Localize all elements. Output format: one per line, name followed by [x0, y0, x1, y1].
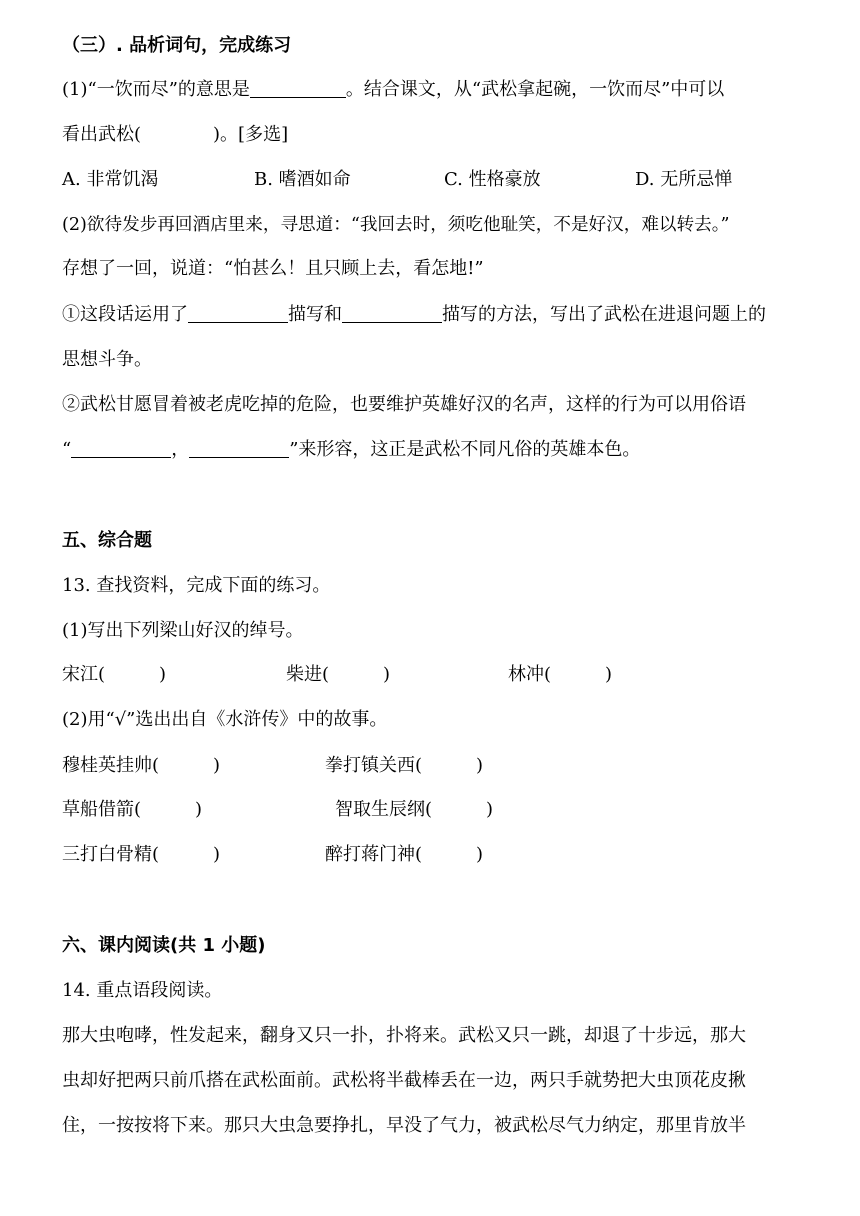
story-item: 拳打镇关西( ): [325, 755, 484, 776]
q2-sub2-line2: [62, 437, 640, 463]
hero-linchong: 林冲( ): [508, 664, 613, 685]
section-heading-6: 六、课内阅读(共 1 小题): [62, 935, 266, 956]
q2-line2: 存想了一回，说道：“怕甚么！且只顾上去，看怎地!”: [62, 258, 484, 279]
q2-sub2-text-end: ”来形容，这正是武松不同凡俗的英雄本色。: [289, 439, 641, 460]
q13-sub1: (1)写出下列梁山好汉的绰号。: [62, 620, 304, 641]
passage-line: 住，一按按将下来。那只大虫急要挣扎，早没了气力，被武松尽气力纳定，那里肯放半: [62, 1115, 746, 1136]
q2-sub2-line1: ②武松甘愿冒着被老虎吃掉的危险，也要维护英雄好汉的名声，这样的行为可以用俗语: [62, 394, 746, 415]
answer-blank[interactable]: [342, 304, 442, 323]
option-b: B. 嗜酒如命: [254, 169, 351, 190]
answer-blank[interactable]: [250, 79, 346, 98]
q2-sub1-text-a: ①这段话运用了: [62, 304, 188, 325]
hero-songjiang: 宋江( ): [62, 664, 167, 685]
section-heading-3: （三）. 品析词句，完成练习: [62, 35, 292, 56]
quote-open: “: [62, 439, 72, 460]
answer-blank[interactable]: [71, 439, 171, 458]
q2-sub1-text-b: 描写和: [288, 304, 342, 325]
q1-line1: [62, 77, 724, 103]
q2-sub1-line2: 思想斗争。: [62, 349, 152, 370]
q1-line2: 看出武松( )。[多选]: [62, 124, 289, 145]
q1-text-a: (1)“一饮而尽”的意思是: [62, 79, 250, 100]
story-item: 草船借箭( ): [62, 799, 203, 820]
answer-blank[interactable]: [189, 439, 289, 458]
option-a: A. 非常饥渴: [62, 169, 159, 190]
q14-title: 14. 重点语段阅读。: [62, 980, 223, 1001]
hero-chaijin: 柴进( ): [286, 664, 391, 685]
story-item: 三打白骨精( ): [62, 844, 221, 865]
answer-blank[interactable]: [188, 304, 288, 323]
q2-sub1-text-c: 描写的方法，写出了武松在进退问题上的: [442, 304, 766, 325]
story-item: 穆桂英挂帅( ): [62, 755, 221, 776]
option-d: D. 无所忌惮: [635, 169, 733, 190]
q13-sub2: (2)用“√”选出出自《水浒传》中的故事。: [62, 709, 388, 730]
passage-line: 那大虫咆哮，性发起来，翻身又只一扑，扑将来。武松又只一跳，却退了十步远，那大: [62, 1025, 746, 1046]
story-item: 醉打蒋门神( ): [325, 844, 484, 865]
comma: ，: [171, 439, 190, 460]
q2-sub1-line1: [62, 302, 766, 328]
q1-text-b: 。结合课文，从“武松拿起碗，一饮而尽”中可以: [345, 79, 725, 100]
story-item: 智取生辰纲( ): [335, 799, 494, 820]
passage-line: 虫却好把两只前爪搭在武松面前。武松将半截棒丢在一边，两只手就势把大虫顶花皮揪: [62, 1070, 746, 1091]
option-c: C. 性格豪放: [444, 169, 541, 190]
q2-line1: (2)欲待发步再回酒店里来，寻思道：“我回去时，须吃他耻笑，不是好汉，难以转去。”: [62, 215, 730, 235]
q13-title: 13. 查找资料，完成下面的练习。: [62, 575, 331, 596]
section-heading-5: 五、综合题: [62, 530, 152, 551]
